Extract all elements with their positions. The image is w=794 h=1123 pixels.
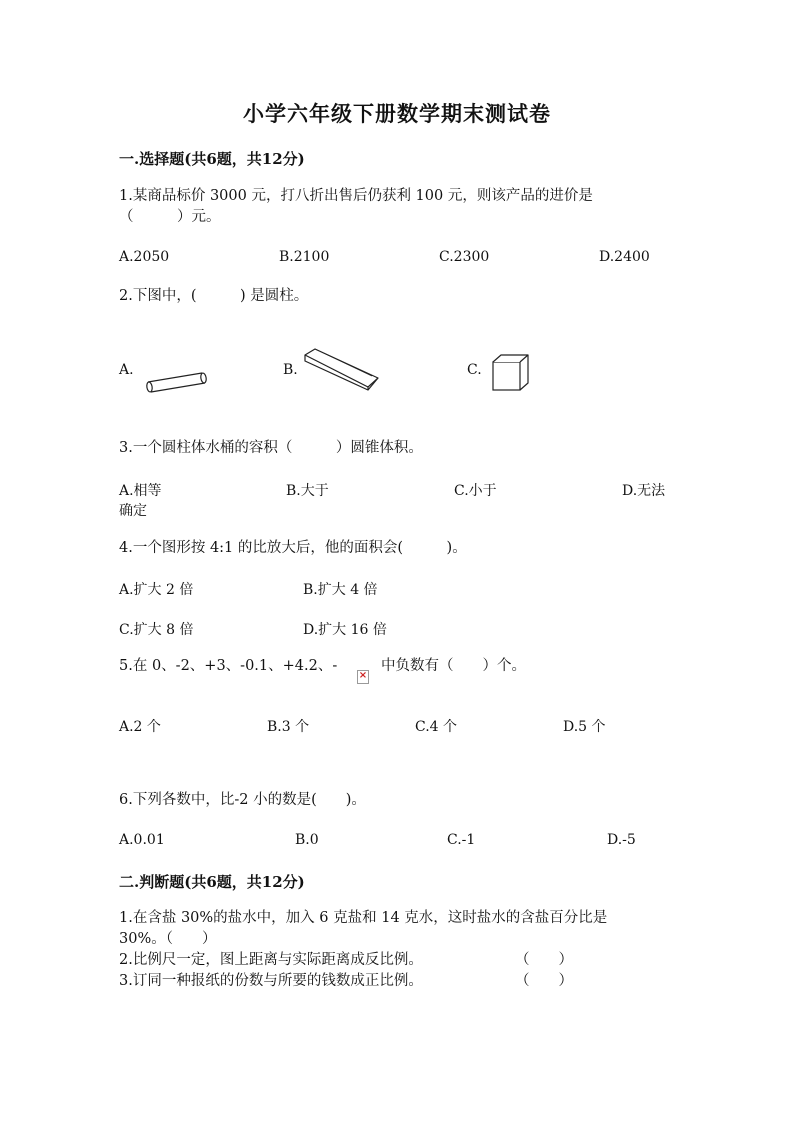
q2-text: 2.下图中，( ) 是圆柱。 xyxy=(119,288,309,304)
judge-1-line2: 30%。（ ） xyxy=(119,931,217,947)
q5-option-b: B.3 个 xyxy=(267,719,310,735)
q4-text: 4.一个图形按 4:1 的比放大后，他的面积会( )。 xyxy=(119,540,467,556)
judge-1-line1: 1.在含盐 30%的盐水中，加入 6 克盐和 14 克水，这时盐水的含盐百分比是 xyxy=(119,910,608,926)
q3-option-d-wrap: 确定 xyxy=(119,503,147,519)
q5-option-a: A.2 个 xyxy=(119,719,161,735)
judge-2-blank: （ ） xyxy=(515,952,573,968)
page-title: 小学六年级下册数学期末测试卷 xyxy=(243,101,551,126)
q6-option-a: A.0.01 xyxy=(119,832,165,848)
q3-text: 3.一个圆柱体水桶的容积（ ）圆锥体积。 xyxy=(119,440,423,456)
q1-option-d: D.2400 xyxy=(599,249,650,265)
triangular-prism-icon xyxy=(302,346,382,392)
section-1-heading: 一.选择题(共6题，共12分) xyxy=(119,150,305,168)
q6-text: 6.下列各数中，比-2 小的数是( )。 xyxy=(119,792,366,808)
q5-option-d: D.5 个 xyxy=(563,719,606,735)
q2-option-b: B. xyxy=(283,362,298,378)
q3-option-b: B.大于 xyxy=(286,483,329,499)
judge-2-text: 2.比例尺一定，图上距离与实际距离成反比例。 xyxy=(119,952,423,968)
q5-text-before: 5.在 0、-2、+3、-0.1、+4.2、- xyxy=(119,658,338,674)
q3-option-c: C.小于 xyxy=(454,483,497,499)
q6-option-c: C.-1 xyxy=(447,832,476,848)
q3-option-a: A.相等 xyxy=(119,483,162,499)
q1-line1: 1.某商品标价 3000 元，打八折出售后仍获利 100 元，则该产品的进价是 xyxy=(119,188,593,204)
q6-option-d: D.-5 xyxy=(607,832,636,848)
q1-option-a: A.2050 xyxy=(119,249,170,265)
q1-line2: （ ）元。 xyxy=(119,209,221,225)
judge-3-text: 3.订同一种报纸的份数与所要的钱数成正比例。 xyxy=(119,973,423,989)
cube-icon xyxy=(490,353,532,393)
q4-option-c: C.扩大 8 倍 xyxy=(119,622,194,638)
q1-option-b: B.2100 xyxy=(279,249,330,265)
q6-option-b: B.0 xyxy=(295,832,319,848)
broken-image-icon: × xyxy=(357,670,369,684)
judge-3-blank: （ ） xyxy=(515,973,573,989)
q5-text-after: 中负数有（ ）个。 xyxy=(381,658,526,674)
q4-option-d: D.扩大 16 倍 xyxy=(303,622,387,638)
q2-option-a: A. xyxy=(119,362,134,378)
q2-option-c: C. xyxy=(467,362,482,378)
q1-option-c: C.2300 xyxy=(439,249,490,265)
q5-option-c: C.4 个 xyxy=(415,719,458,735)
section-2-heading: 二.判断题(共6题，共12分) xyxy=(119,873,305,891)
q3-option-d: D.无法 xyxy=(622,483,666,499)
cylinder-icon xyxy=(142,368,210,396)
q4-option-a: A.扩大 2 倍 xyxy=(119,582,194,598)
q4-option-b: B.扩大 4 倍 xyxy=(303,582,378,598)
